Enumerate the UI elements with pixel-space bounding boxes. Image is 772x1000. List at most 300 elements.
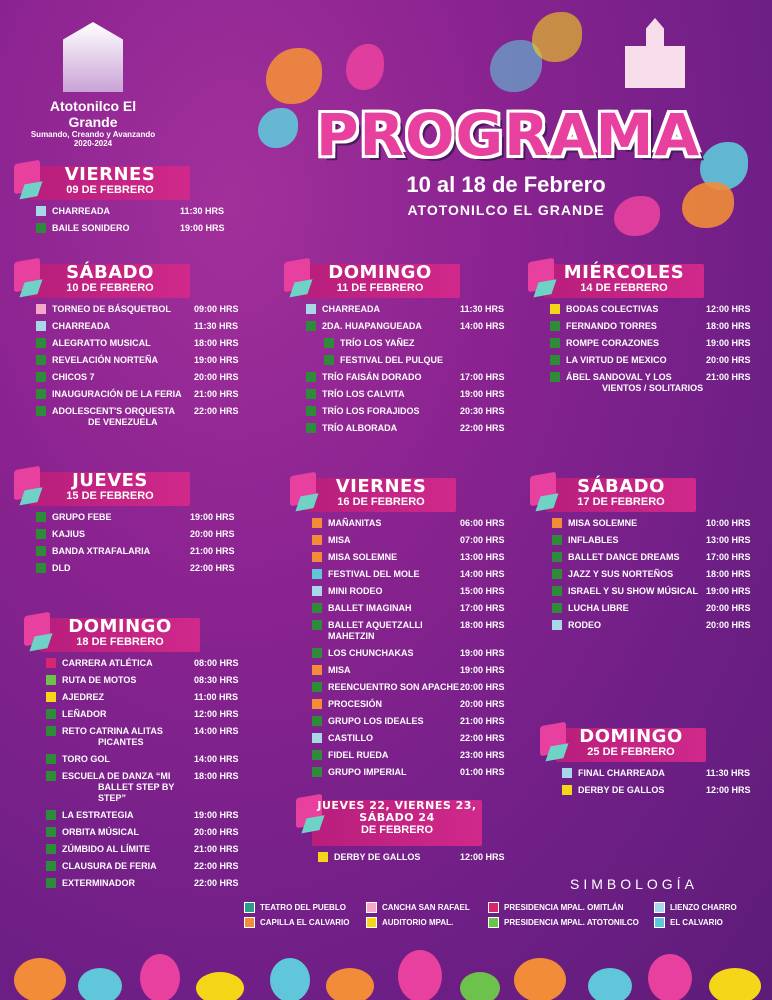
- legend-swatch: [488, 902, 499, 913]
- event-name-line: KAJIUS: [52, 529, 86, 539]
- event-name-line: TORNEO DE BÁSQUETBOL: [52, 304, 171, 314]
- event-name: [52, 546, 190, 557]
- venue-color-swatch: [550, 355, 560, 365]
- venue-color-swatch: [36, 546, 46, 556]
- logo: [28, 22, 158, 152]
- event-name: [52, 223, 180, 234]
- event-row: [552, 603, 760, 614]
- event-row: [318, 852, 514, 863]
- legend-label: CAPILLA EL CALVARIO: [260, 918, 350, 927]
- event-name: [62, 726, 194, 748]
- event-time: 19:00 HRS: [460, 665, 505, 675]
- event-name: [566, 372, 706, 394]
- event-list: [290, 518, 514, 778]
- event-name-line: LOS CHUNCHAKAS: [328, 648, 414, 658]
- legend-label: AUDITORIO MPAL.: [382, 918, 454, 927]
- day-header-text: [544, 258, 704, 294]
- event-name: [340, 338, 460, 349]
- event-time: 08:00 HRS: [194, 658, 239, 668]
- event-name: [568, 620, 706, 631]
- venue-color-swatch: [312, 569, 322, 579]
- event-name: [566, 304, 706, 315]
- event-name: [568, 535, 706, 546]
- event-name: [328, 716, 460, 727]
- event-row: [306, 423, 514, 434]
- event-row: [36, 529, 246, 540]
- event-name: [52, 338, 194, 349]
- event-row: [550, 372, 760, 394]
- event-time: 14:00 HRS: [194, 754, 239, 764]
- event-name-line: INAUGURACIÓN DE LA FERIA: [52, 389, 182, 399]
- event-time: 18:00 HRS: [194, 338, 239, 348]
- day-header-text: [306, 472, 456, 508]
- event-name-line: TRÍO FAISÁN DORADO: [322, 372, 422, 382]
- venue-color-swatch: [306, 406, 316, 416]
- event-row: [306, 389, 514, 400]
- venue-color-swatch: [312, 699, 322, 709]
- day-section-domingo-25: [540, 722, 760, 802]
- event-name: [322, 372, 460, 383]
- event-time: 20:00 HRS: [460, 682, 505, 692]
- day-header: [296, 794, 514, 846]
- event-time: 14:00 HRS: [460, 569, 505, 579]
- event-name-line: CLAUSURA DE FERIA: [62, 861, 157, 871]
- event-row: [46, 827, 250, 838]
- day-date: DE FEBRERO: [360, 824, 434, 836]
- event-row: [312, 750, 514, 761]
- event-name: [328, 767, 460, 778]
- event-row: [312, 586, 514, 597]
- event-name-line: ESCUELA DE DANZA “MI: [62, 771, 171, 781]
- event-time: 19:00 HRS: [460, 389, 505, 399]
- venue-color-swatch: [306, 372, 316, 382]
- event-name-line: ALEGRATTO MUSICAL: [52, 338, 151, 348]
- event-name-line2: DE VENEZUELA: [88, 417, 158, 427]
- event-name-line: MAÑANITAS: [328, 518, 382, 528]
- venue-color-swatch: [36, 304, 46, 314]
- day-name: VIERNES: [335, 476, 427, 497]
- event-name-line: MISA SOLEMNE: [568, 518, 638, 528]
- event-name: [62, 861, 194, 872]
- event-name-line2: VIENTOS / SOLITARIOS: [602, 383, 704, 393]
- event-row: [36, 512, 246, 523]
- event-row: [46, 726, 250, 748]
- event-row: [46, 692, 250, 703]
- event-name: [328, 750, 460, 761]
- day-header: [540, 722, 760, 762]
- event-row: [562, 785, 760, 796]
- event-row: [312, 552, 514, 563]
- page-subtitle: 10 al 18 de Febrero: [406, 172, 606, 197]
- event-list: [14, 512, 246, 574]
- logo-slogan: Sumando, Creando y Avanzando: [30, 130, 156, 139]
- event-name: [566, 338, 706, 349]
- event-name: [62, 844, 194, 855]
- event-time: 19:00 HRS: [194, 810, 239, 820]
- event-name-line: LA VIRTUD DE MEXICO: [566, 355, 667, 365]
- venue-color-swatch: [324, 355, 334, 365]
- event-row: [552, 518, 760, 529]
- event-name: [322, 304, 460, 315]
- event-time: 11:30 HRS: [180, 206, 225, 216]
- event-time: 01:00 HRS: [460, 767, 505, 777]
- event-name-line: PROCESIÓN: [328, 699, 383, 709]
- venue-color-swatch: [36, 206, 46, 216]
- venue-color-swatch: [306, 321, 316, 331]
- event-name-line: FINAL CHARREADA: [578, 768, 665, 778]
- event-name-line: MISA SOLEMNE: [328, 552, 398, 562]
- event-row: [36, 338, 250, 349]
- event-name-line: RUTA DE MOTOS: [62, 675, 137, 685]
- event-time: 11:30 HRS: [706, 768, 751, 778]
- event-row: [312, 535, 514, 546]
- day-name: SÁBADO: [66, 262, 154, 283]
- event-name: [568, 569, 706, 580]
- event-name-line: GRUPO IMPERIAL: [328, 767, 407, 777]
- event-time: 18:00 HRS: [460, 620, 505, 630]
- event-row: [36, 406, 250, 428]
- venue-color-swatch: [562, 785, 572, 795]
- event-time: 19:00 HRS: [460, 648, 505, 658]
- event-list: [14, 304, 250, 428]
- day-date: 10 DE FEBRERO: [66, 282, 154, 294]
- event-name: [328, 665, 460, 676]
- day-header-text: [556, 722, 706, 758]
- event-list: [540, 768, 760, 796]
- day-name: JUEVES 22, VIERNES 23,: [317, 799, 477, 812]
- legend-item: [244, 902, 346, 913]
- event-time: 19:00 HRS: [190, 512, 235, 522]
- event-name: [568, 518, 706, 529]
- day-header-text: [546, 472, 696, 508]
- event-name-line: BANDA XTRAFALARIA: [52, 546, 151, 556]
- day-name: VIERNES: [64, 164, 156, 185]
- event-name-line: CHARREADA: [322, 304, 380, 314]
- event-name: [322, 423, 460, 434]
- event-name-line: ORBITA MÚSICAL: [62, 827, 139, 837]
- legend-item: [244, 917, 349, 928]
- event-name-line: REVELACIÓN NORTEÑA: [52, 355, 159, 365]
- event-time: 21:00 HRS: [190, 546, 235, 556]
- event-row: [46, 675, 250, 686]
- day-section-sabado-10: [14, 258, 250, 434]
- event-time: 09:00 HRS: [194, 304, 239, 314]
- venue-color-swatch: [46, 844, 56, 854]
- day-header: [14, 258, 250, 298]
- venue-color-swatch: [312, 535, 322, 545]
- venue-color-swatch: [312, 767, 322, 777]
- day-date: 09 DE FEBRERO: [66, 184, 154, 196]
- page-title: PROGRAMA: [316, 101, 701, 169]
- event-row: [312, 665, 514, 676]
- day-date: 11 DE FEBRERO: [336, 282, 424, 294]
- legend-swatch: [366, 917, 377, 928]
- event-name-line: CARRERA ATLÉTICA: [62, 658, 153, 668]
- venue-color-swatch: [552, 620, 562, 630]
- day-section-jueves-22: [296, 794, 514, 869]
- event-time: 10:00 HRS: [706, 518, 751, 528]
- event-row: [46, 771, 250, 804]
- event-row: [46, 878, 250, 889]
- event-name-line: MISA: [328, 665, 351, 675]
- venue-color-swatch: [306, 304, 316, 314]
- event-name-line: TRÍO ALBORADA: [322, 423, 398, 433]
- legend-label: PRESIDENCIA MPAL. ATOTONILCO: [504, 918, 639, 927]
- event-name-line: ISRAEL Y SU SHOW MÚSICAL: [568, 586, 699, 596]
- event-name: [52, 355, 194, 366]
- event-name-line: TRÍO LOS FORAJIDOS: [322, 406, 420, 416]
- event-row: [552, 552, 760, 563]
- legend-swatch: [244, 902, 255, 913]
- event-name: [62, 692, 194, 703]
- event-name: [52, 563, 190, 574]
- legend-label: CANCHA SAN RAFAEL: [382, 903, 470, 912]
- event-name: [52, 372, 194, 383]
- venue-color-swatch: [46, 754, 56, 764]
- event-row: [562, 768, 760, 779]
- event-name: [328, 699, 460, 710]
- event-time: 20:00 HRS: [194, 372, 239, 382]
- event-name-line: CASTILLO: [328, 733, 373, 743]
- venue-color-swatch: [312, 586, 322, 596]
- venue-color-swatch: [562, 768, 572, 778]
- legend-item: [654, 902, 737, 913]
- event-name: [322, 321, 460, 332]
- event-time: 20:00 HRS: [706, 603, 751, 613]
- venue-color-swatch: [46, 878, 56, 888]
- event-time: 19:00 HRS: [706, 586, 751, 596]
- day-header-text: [40, 612, 200, 648]
- venue-color-swatch: [318, 852, 328, 862]
- venue-color-swatch: [36, 355, 46, 365]
- event-name: [334, 852, 460, 863]
- day-section-jueves-15: [14, 466, 246, 580]
- venue-color-swatch: [312, 648, 322, 658]
- venue-color-swatch: [312, 733, 322, 743]
- event-row: [312, 569, 514, 580]
- day-date: 15 DE FEBRERO: [66, 490, 154, 502]
- event-name-line: TORO GOL: [62, 754, 110, 764]
- event-name: [52, 321, 194, 332]
- event-name: [328, 569, 460, 580]
- venue-color-swatch: [306, 423, 316, 433]
- event-time: 17:00 HRS: [706, 552, 751, 562]
- event-row: [46, 709, 250, 720]
- day-header-text: [300, 258, 460, 294]
- event-name: [566, 321, 706, 332]
- event-time: 21:00 HRS: [460, 716, 505, 726]
- event-name: [62, 827, 194, 838]
- legend-label: EL CALVARIO: [670, 918, 723, 927]
- event-row: [46, 861, 250, 872]
- day-section-viernes-16: [290, 472, 514, 784]
- day-date: 18 DE FEBRERO: [76, 636, 164, 648]
- event-name-line: FERNANDO TORRES: [566, 321, 657, 331]
- event-time: 15:00 HRS: [460, 586, 505, 596]
- event-name-line: INFLABLES: [568, 535, 619, 545]
- event-time: 20:00 HRS: [194, 827, 239, 837]
- logo-years: 2020-2024: [73, 139, 113, 148]
- day-name-line2: SÁBADO 24: [359, 811, 435, 824]
- event-list: [14, 206, 234, 234]
- event-row: [552, 620, 760, 631]
- event-row: [552, 586, 760, 597]
- event-name-line: ROMPE CORAZONES: [566, 338, 660, 348]
- day-header-text: [30, 258, 190, 294]
- event-name: [568, 552, 706, 563]
- day-header-text: [30, 160, 190, 196]
- event-row: [324, 338, 514, 349]
- event-name: [340, 355, 460, 366]
- day-header-text: [30, 466, 190, 502]
- event-name: [328, 552, 460, 563]
- event-name-line: JAZZ Y SUS NORTEÑOS: [568, 569, 674, 579]
- event-row: [46, 844, 250, 855]
- event-row: [550, 338, 760, 349]
- event-name: [566, 355, 706, 366]
- venue-color-swatch: [324, 338, 334, 348]
- legend-swatch: [244, 917, 255, 928]
- event-name-line: TRÍO LOS YAÑEZ: [340, 338, 415, 348]
- venue-color-swatch: [312, 716, 322, 726]
- day-date: 14 DE FEBRERO: [580, 282, 668, 294]
- event-name: [52, 512, 190, 523]
- venue-color-swatch: [552, 569, 562, 579]
- event-time: 14:00 HRS: [194, 726, 239, 736]
- venue-color-swatch: [36, 563, 46, 573]
- event-row: [312, 682, 514, 693]
- event-name: [62, 878, 194, 889]
- venue-color-swatch: [46, 658, 56, 668]
- event-row: [550, 355, 760, 366]
- event-time: 22:00 HRS: [460, 423, 505, 433]
- event-name: [52, 206, 180, 217]
- venue-color-swatch: [550, 321, 560, 331]
- event-name-line2: PICANTES: [98, 737, 144, 747]
- event-time: 22:00 HRS: [194, 878, 239, 888]
- event-name: [328, 518, 460, 529]
- event-name-line: CHARREADA: [52, 206, 110, 216]
- event-name-line: DERBY DE GALLOS: [334, 852, 421, 862]
- event-name: [52, 389, 194, 400]
- day-section-miercoles-14: [528, 258, 760, 400]
- venue-color-swatch: [36, 372, 46, 382]
- event-row: [46, 658, 250, 669]
- venue-color-swatch: [36, 223, 46, 233]
- venue-color-swatch: [312, 603, 322, 613]
- legend-label: TEATRO DEL PUEBLO: [260, 903, 346, 912]
- venue-color-swatch: [552, 552, 562, 562]
- event-name-line: BALLET AQUETZALLI MAHETZIN: [328, 620, 423, 641]
- event-name-line: ÁBEL SANDOVAL Y LOS: [566, 372, 672, 382]
- event-name-line: BODAS COLECTIVAS: [566, 304, 659, 314]
- legend-swatch: [366, 902, 377, 913]
- event-time: 23:00 HRS: [460, 750, 505, 760]
- venue-color-swatch: [46, 726, 56, 736]
- event-row: [312, 620, 514, 642]
- event-time: 20:30 HRS: [460, 406, 505, 416]
- page-location: ATOTONILCO EL GRANDE: [407, 202, 605, 218]
- day-name: JUEVES: [72, 470, 148, 491]
- event-time: 13:00 HRS: [706, 535, 751, 545]
- event-name: [52, 304, 194, 315]
- event-time: 12:00 HRS: [706, 785, 751, 795]
- event-name-line2: BALLET STEP BY STEP”: [98, 782, 175, 803]
- venue-color-swatch: [46, 861, 56, 871]
- event-row: [306, 372, 514, 383]
- event-name: [328, 603, 460, 614]
- event-row: [36, 546, 246, 557]
- day-section-domingo-11: [284, 258, 514, 440]
- event-time: 08:30 HRS: [194, 675, 239, 685]
- event-name-line: BALLET DANCE DREAMS: [568, 552, 680, 562]
- venue-color-swatch: [36, 321, 46, 331]
- event-name-line: GRUPO LOS IDEALES: [328, 716, 424, 726]
- event-time: 20:00 HRS: [706, 355, 751, 365]
- day-header-text: [312, 794, 482, 836]
- event-name: [578, 768, 706, 779]
- event-name: [322, 406, 460, 417]
- day-date: 16 DE FEBRERO: [337, 496, 425, 508]
- event-row: [36, 389, 250, 400]
- event-time: 12:00 HRS: [194, 709, 239, 719]
- legend-item: [488, 917, 639, 928]
- event-time: 13:00 HRS: [460, 552, 505, 562]
- venue-color-swatch: [552, 518, 562, 528]
- venue-color-swatch: [46, 709, 56, 719]
- event-time: 11:00 HRS: [194, 692, 239, 702]
- legend-label: LIENZO CHARRO: [670, 903, 737, 912]
- event-name: [328, 648, 460, 659]
- event-name: [328, 535, 460, 546]
- event-row: [552, 535, 760, 546]
- event-time: 22:00 HRS: [460, 733, 505, 743]
- fireworks-decoration: [532, 12, 582, 62]
- legend-item: [654, 917, 723, 928]
- venue-color-swatch: [552, 586, 562, 596]
- event-list: [24, 658, 250, 889]
- event-row: [550, 304, 760, 315]
- venue-color-swatch: [46, 692, 56, 702]
- day-name: MIÉRCOLES: [563, 262, 685, 283]
- event-time: 17:00 HRS: [460, 603, 505, 613]
- day-date: 17 DE FEBRERO: [577, 496, 665, 508]
- event-row: [36, 355, 250, 366]
- event-row: [312, 767, 514, 778]
- event-name: [52, 406, 194, 428]
- event-name-line: LA ESTRATEGIA: [62, 810, 134, 820]
- event-name: [62, 754, 194, 765]
- venue-color-swatch: [312, 682, 322, 692]
- event-time: 21:00 HRS: [194, 389, 239, 399]
- legend-item: [366, 917, 453, 928]
- venue-color-swatch: [36, 338, 46, 348]
- venue-color-swatch: [550, 372, 560, 382]
- venue-color-swatch: [552, 603, 562, 613]
- venue-color-swatch: [312, 518, 322, 528]
- event-row: [312, 603, 514, 614]
- event-row: [552, 569, 760, 580]
- day-date: 25 DE FEBRERO: [587, 746, 675, 758]
- event-name-line: MISA: [328, 535, 351, 545]
- event-name-line: DERBY DE GALLOS: [578, 785, 665, 795]
- church-illustration: [625, 18, 685, 88]
- event-name: [62, 709, 194, 720]
- event-name-line: TRÍO LOS CALVITA: [322, 389, 405, 399]
- event-row: [306, 321, 514, 332]
- day-name: SÁBADO: [577, 476, 665, 497]
- legend-swatch: [488, 917, 499, 928]
